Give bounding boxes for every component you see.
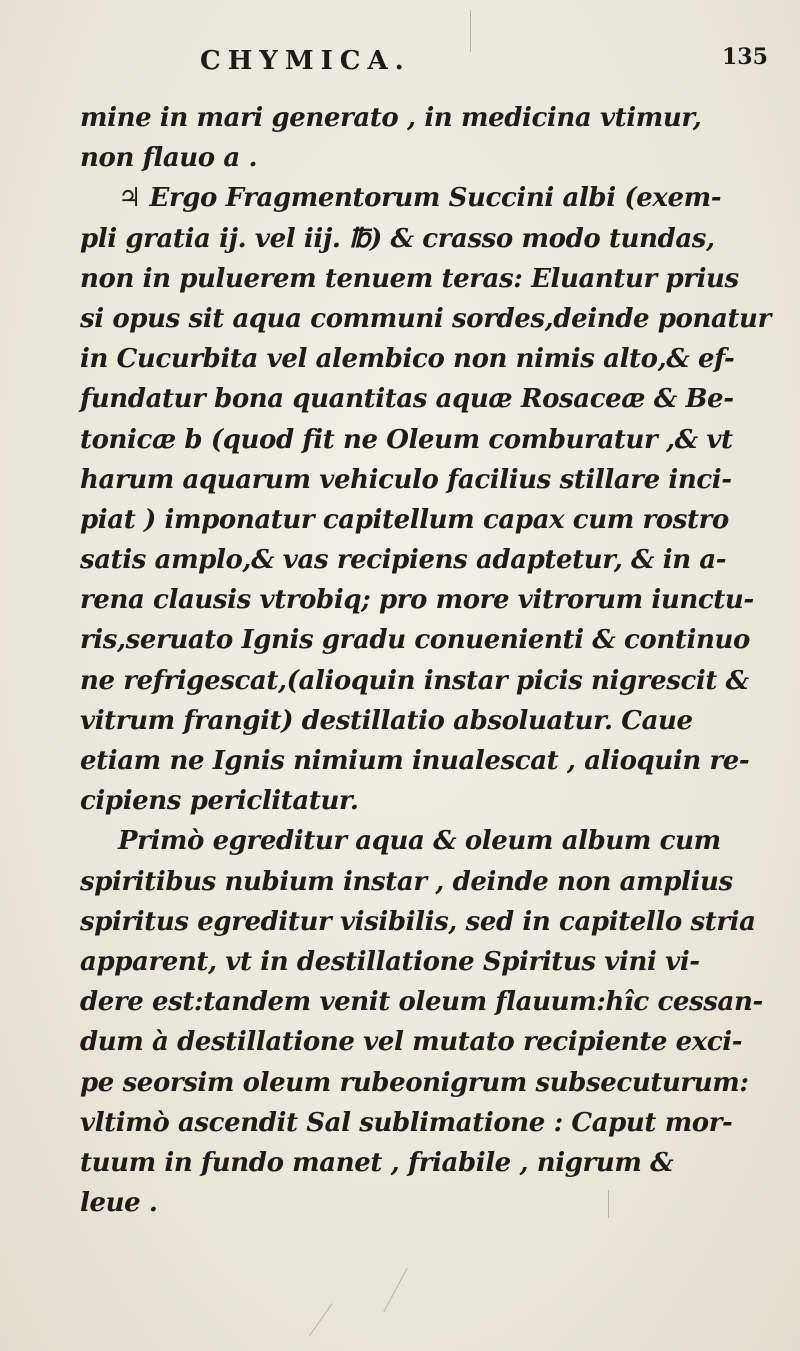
text-line: pe seorsim oleum rubeonigrum subsecuturum: (80, 1067, 749, 1098)
text-line: spiritibus nubium instar , deinde non amplius (80, 866, 733, 897)
text-line: pli gratia ij. vel iij. ℔) & crasso modo tundas, (80, 223, 715, 254)
text-line: non flauo a . (80, 143, 258, 174)
text-line: dere est:tandem venit oleum flauum:hîc cessan- (80, 987, 763, 1018)
text-line: si opus sit aqua communi sordes,deinde ponatur (80, 303, 771, 334)
text-line: vitrum frangit) destillatio absoluatur. Caue (80, 705, 693, 736)
paper-mark (383, 1268, 407, 1313)
text-line: cipiens periclitatur. (80, 786, 359, 817)
text-line: harum aquarum vehiculo facilius stillare inci- (80, 464, 732, 495)
text-line: tonicæ b (quod fit ne Oleum comburatur ,& vt (80, 424, 733, 455)
text-line: etiam ne Ignis nimium inualescat , alioquin re- (80, 746, 750, 776)
text-line: piat ) imponatur capitellum capax cum rostro (80, 504, 729, 535)
page-number: 135 (722, 44, 768, 70)
paper-mark (309, 1303, 333, 1336)
paper-mark (470, 10, 471, 52)
text-line: dum à destillatione vel mutato recipiente exci- (80, 1027, 743, 1058)
text-line: satis amplo,& vas recipiens adaptetur, & in a- (80, 545, 727, 576)
text-line: ris,seruato Ignis gradu conuenienti & continuo (80, 625, 750, 656)
header-title: CHYMICA. (200, 46, 411, 76)
paper-mark (608, 1190, 609, 1218)
text-line: in Cucurbita vel alembico non nimis alto,& ef- (80, 344, 735, 375)
text-line: tuum in fundo manet , friabile , nigrum & (80, 1147, 674, 1178)
text-line: rena clausis vtrobiq; pro more vitrorum iunctu- (80, 585, 754, 616)
text-line: fundatur bona quantitas aquæ Rosaceæ & Be- (80, 384, 734, 415)
text-line: mine in mari generato , in medicina vtimur, (80, 103, 702, 133)
text-line: non in puluerem tenuem teras: Eluantur prius (80, 263, 739, 294)
text-line: ♃ Ergo Fragmentorum Succini albi (exem- (118, 183, 722, 214)
text-line: Primò egreditur aqua & oleum album cum (118, 826, 721, 857)
text-line: ne refrigescat,(alioquin instar picis nigrescit & (80, 665, 749, 696)
text-line: vltimò ascendit Sal sublimatione : Caput mor- (80, 1107, 733, 1138)
body-text (80, 98, 770, 1223)
text-line: apparent, vt in destillatione Spiritus vini vi- (80, 946, 700, 977)
running-header (200, 40, 620, 90)
text-line: spiritus egreditur visibilis, sed in capitello stria (80, 906, 756, 937)
text-line: leue . (80, 1188, 158, 1219)
